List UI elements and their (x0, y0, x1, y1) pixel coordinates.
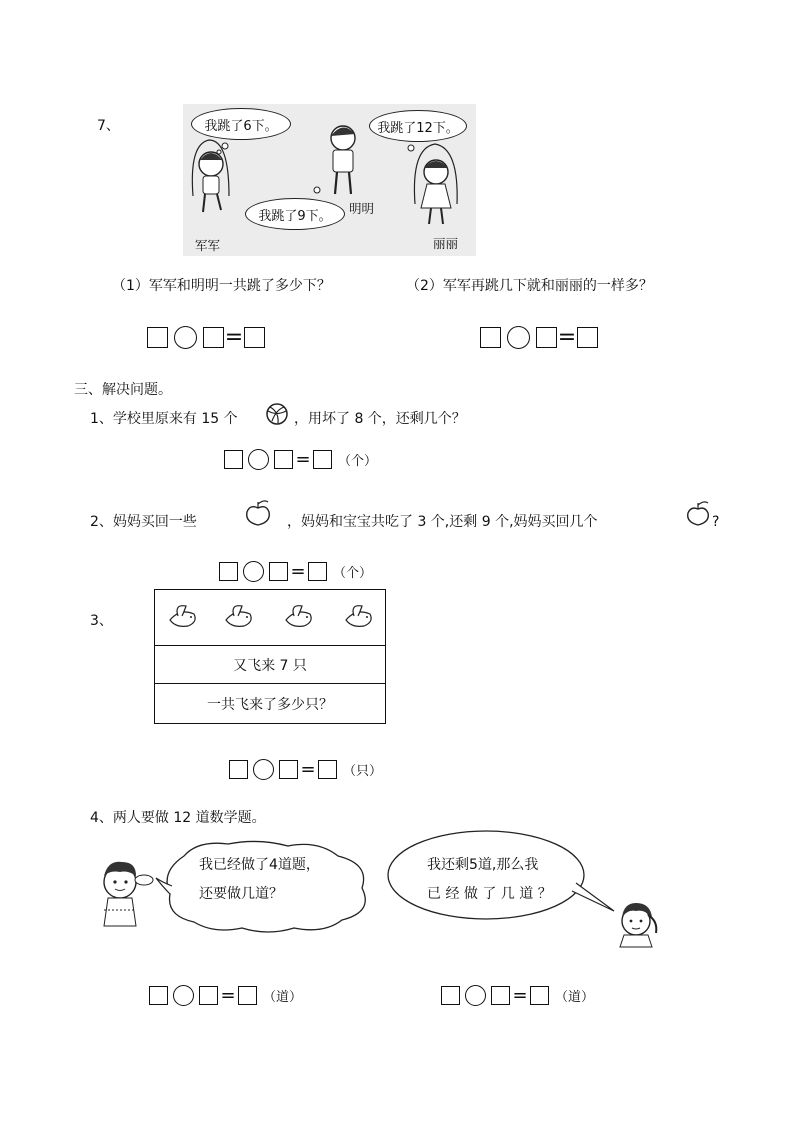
answer-box[interactable] (229, 760, 248, 779)
equals-sign: = (290, 561, 306, 582)
cloud-left-line-1: 我已经做了4道题， (199, 857, 320, 873)
equals-sign: = (295, 449, 311, 470)
answer-box[interactable] (147, 327, 168, 348)
name-junjun: 军军 (195, 238, 221, 253)
answer-box[interactable] (480, 327, 501, 348)
equals-sign: = (224, 324, 244, 350)
answer-box[interactable] (536, 327, 557, 348)
answer-equation-p2 (219, 561, 372, 582)
operator-circle[interactable] (174, 326, 197, 349)
peach-icon (242, 498, 274, 528)
answer-box[interactable] (491, 986, 510, 1005)
name-lili: 丽丽 (433, 236, 459, 251)
answer-box[interactable] (219, 562, 238, 581)
answer-box[interactable] (318, 760, 337, 779)
operator-circle[interactable] (465, 985, 486, 1006)
equals-sign: = (512, 985, 528, 1006)
cloud-right-line-1: 我还剩5道,那么我 (427, 857, 539, 873)
question-7-part-2: （2）军军再跳几下就和丽丽的一样多？ (406, 278, 653, 294)
unit-label: （道） (555, 990, 595, 1005)
answer-equation-p3 (229, 759, 382, 780)
problem-3-table (154, 589, 386, 724)
answer-equation-7-2 (480, 326, 598, 349)
answer-box[interactable] (238, 986, 257, 1005)
unit-label: （道） (263, 990, 303, 1005)
answer-box[interactable] (577, 327, 598, 348)
operator-circle[interactable] (248, 449, 269, 470)
answer-box[interactable] (279, 760, 298, 779)
answer-box[interactable] (244, 327, 265, 348)
problem-2-question-mark: ? (712, 514, 720, 530)
operator-circle[interactable] (507, 326, 530, 349)
answer-box[interactable] (441, 986, 460, 1005)
problem-2-text-after: ，妈妈和宝宝共吃了 3 个,还剩 9 个,妈妈买回几个 (287, 514, 598, 530)
answer-box[interactable] (530, 986, 549, 1005)
question-7-part-1: （1）军军和明明一共跳了多少下？ (112, 278, 331, 294)
unit-label: （个） (338, 454, 378, 469)
bird-icon (286, 605, 311, 626)
answer-equation-p4-right (441, 985, 594, 1006)
unit-label: （个） (333, 566, 373, 581)
bird-icon (170, 605, 195, 626)
problem-1-text-after: ，用坏了 8 个，还剩几个？ (294, 411, 466, 427)
equals-sign: = (557, 324, 577, 350)
name-mingming: 明明 (349, 201, 375, 216)
question-7-number: 7、 (97, 118, 120, 134)
answer-box[interactable] (274, 450, 293, 469)
answer-box[interactable] (199, 986, 218, 1005)
problem-4-text: 4、两人要做 12 道数学题。 (90, 810, 266, 826)
answer-box[interactable] (313, 450, 332, 469)
answer-equation-7-1 (147, 326, 265, 349)
unit-label: （只） (343, 764, 383, 779)
table-row-question: 一共飞来了多少只？ (155, 684, 386, 724)
bubble-junjun: 我跳了6下。 (191, 108, 291, 140)
equals-sign: = (300, 759, 316, 780)
birds-illustration (156, 596, 384, 636)
problem-2-text-before: 2、妈妈买回一些 (90, 514, 197, 530)
jump-rope-picture (183, 104, 476, 256)
answer-box[interactable] (224, 450, 243, 469)
answer-equation-p1 (224, 449, 377, 470)
birds-row (155, 590, 386, 646)
answer-box[interactable] (149, 986, 168, 1005)
operator-circle[interactable] (173, 985, 194, 1006)
table-row-more-birds: 又飞来 7 只 (155, 646, 386, 684)
bird-icon (226, 605, 251, 626)
peach-icon (683, 500, 713, 528)
equals-sign: = (220, 985, 236, 1006)
cloud-right-line-2: 已 经 做 了 几 道 ？ (427, 886, 552, 902)
operator-circle[interactable] (253, 759, 274, 780)
answer-box[interactable] (269, 562, 288, 581)
problem-3-number: 3、 (90, 613, 113, 629)
operator-circle[interactable] (243, 561, 264, 582)
problem-1-text-before: 1、学校里原来有 15 个 (90, 411, 238, 427)
bubble-mingming: 我跳了9下。 (245, 198, 345, 230)
ball-icon (264, 402, 290, 426)
answer-box[interactable] (203, 327, 224, 348)
section-3-title: 三、解决问题。 (74, 382, 172, 398)
bird-icon (346, 605, 371, 626)
answer-box[interactable] (308, 562, 327, 581)
answer-equation-p4-left (149, 985, 302, 1006)
bubble-lili: 我跳了12下。 (369, 110, 467, 142)
cloud-left-line-2: 还要做几道？ (199, 886, 283, 902)
